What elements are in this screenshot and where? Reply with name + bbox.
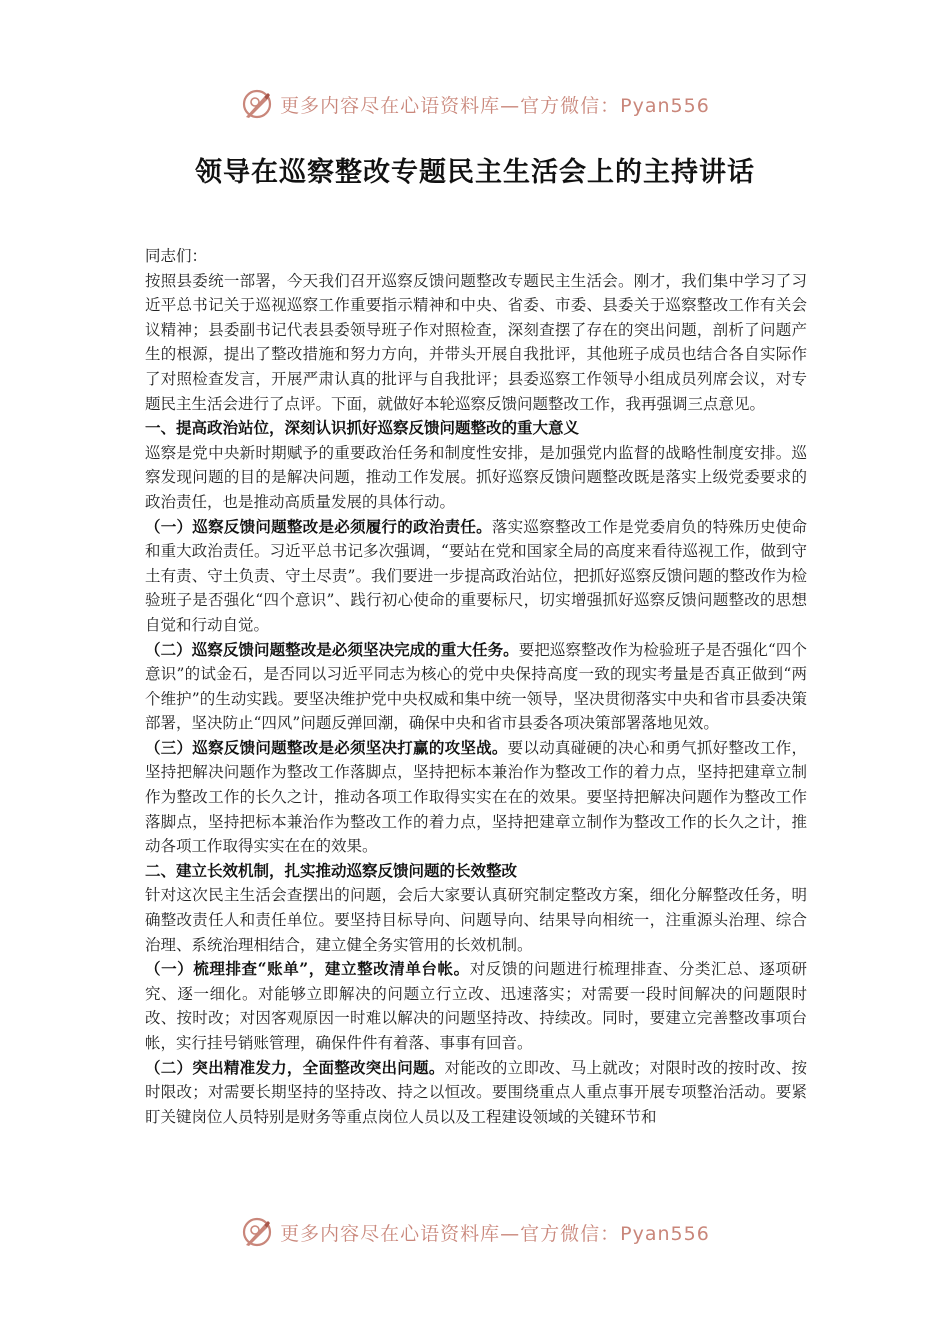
intro-paragraph: 按照县委统一部署，今天我们召开巡察反馈问题整改专题民主生活会。刚才，我们集中学习了习近平总书记关于巡视巡察工作重要指示精神和中央、省委、市委、县委关于巡察整改工作有关会议精神；县委副书记代表县委领导班子作对照检查，深刻查摆了存在的突出问题，剖析了问题产生的根源，提出了整改措施和努力方向，并带头开展自我批评，其他班子成员也结合各自实际作了对照检查发言，开展严肃认真的批评与自我批评；县委巡察工作领导小组成员列席会议，对专题民主生活会进行了点评。下面，就做好本轮巡察反馈问题整改工作，我再强调三点意见。 [145,271,807,413]
section-1-point-2 [145,638,807,736]
pen-logo-icon [240,1215,274,1249]
section-2-intro: 针对这次民主生活会查摆出的问题，会后大家要认真研究制定整改方案，细化分解整改任务，明确整改责任人和责任单位。要坚持目标导向、问题导向、结果导向相统一，注重源头治理、综合治理、系统治理相结合，建立健全务实管用的长效机制。 [145,886,807,954]
page-title: 领导在巡察整改专题民主生活会上的主持讲话 [195,157,755,188]
point-lead: （二）突出精准发力，全面整改突出问题。 [145,1057,445,1077]
document-body [145,244,807,1189]
section-1-point-1 [145,515,807,638]
point-text: 对能改的立即改、马上就改；对限时改的按时改、按时限改；对需要长期坚持的坚持改、持之以恒改。要围绕重点人重点事开展专项整治活动。要紧盯关键岗位人员特别是财务等重点岗位人员以及工程建设领域的关键环节和 [145,1058,807,1126]
point-lead: （三）巡察反馈问题整改是必须坚决打赢的攻坚战。 [145,737,508,757]
section-heading-1: 一、提高政治站位，深刻认识抓好巡察反馈问题整改的重大意义 [145,418,580,438]
section-2-point-2 [145,1056,807,1130]
point-text: 要把巡察整改作为检验班子是否强化“四个意识”的试金石，是否同以习近平同志为核心的党中央保持高度一致的现实考量是否真正做到“两个维护”的生动实践。要坚决维护党中央权威和集中统一领导，坚决贯彻落实中央和省市县委决策部署，坚决防止“四风”问题反弹回潮，确保中央和省市县委各项决策部署落地见效。 [145,640,807,733]
point-text: 落实巡察整改工作是党委肩负的特殊历史使命和重大政治责任。习近平总书记多次强调，“要站在党和国家全局的高度来看待巡视工作，做到守土有责、守土负责、守土尽责”。我们要进一步提高政治站位，把抓好巡察反馈问题的整改作为检验班子是否强化“四个意识”、践行初心使命的重要标尺，切实增强抓好巡察反馈问题整改的思想自觉和行动自觉。 [145,517,807,634]
banner-text: 更多内容尽在心语资料库—官方微信：Pyan556 [280,1222,710,1245]
section-heading-2: 二、建立长效机制，扎实推动巡察反馈问题的长效整改 [145,860,518,880]
section-1-point-3 [145,736,807,859]
point-text: 对反馈的问题进行梳理排查、分类汇总、逐项研究、逐一细化。对能够立即解决的问题立行立改、迅速落实；对需要一段时间解决的问题限时改、按时改；对因客观原因一时难以解决的问题坚持改、持续改。同时，要建立完善整改事项台帐，实行挂号销账管理，确保件件有着落、事事有回音。 [145,960,807,1052]
footer-banner [0,1212,950,1252]
section-2-point-1 [145,957,807,1055]
point-lead: （二）巡察反馈问题整改是必须坚决完成的重大任务。 [145,639,519,659]
point-text: 要以动真碰硬的决心和勇气抓好整改工作，坚持把解决问题作为整改工作落脚点，坚持把标本兼治作为整改工作的着力点，坚持把建章立制作为整改工作的长久之计，推动各项工作取得实实在在的效果。要坚持把解决问题作为整改工作落脚点，坚持把标本兼治作为整改工作的着力点，坚持把建章立制作为整改工作的长久之计，推动各项工作取得实实在在的效果。 [145,738,807,856]
header-banner [0,84,950,124]
greeting: 同志们： [145,247,208,265]
point-lead: （一）巡察反馈问题整改是必须履行的政治责任。 [145,516,492,536]
banner-text: 更多内容尽在心语资料库—官方微信：Pyan556 [280,94,710,117]
point-lead: （一）梳理排查“账单”，建立整改清单台帐。 [145,959,470,979]
pen-logo-icon [240,87,274,121]
section-1-intro: 巡察是党中央新时期赋予的重要政治任务和制度性安排，是加强党内监督的战略性制度安排。巡察发现问题的目的是解决问题，推动工作发展。抓好巡察反馈问题整改既是落实上级党委要求的政治责任，也是推动高质量发展的具体行动。 [145,443,807,511]
